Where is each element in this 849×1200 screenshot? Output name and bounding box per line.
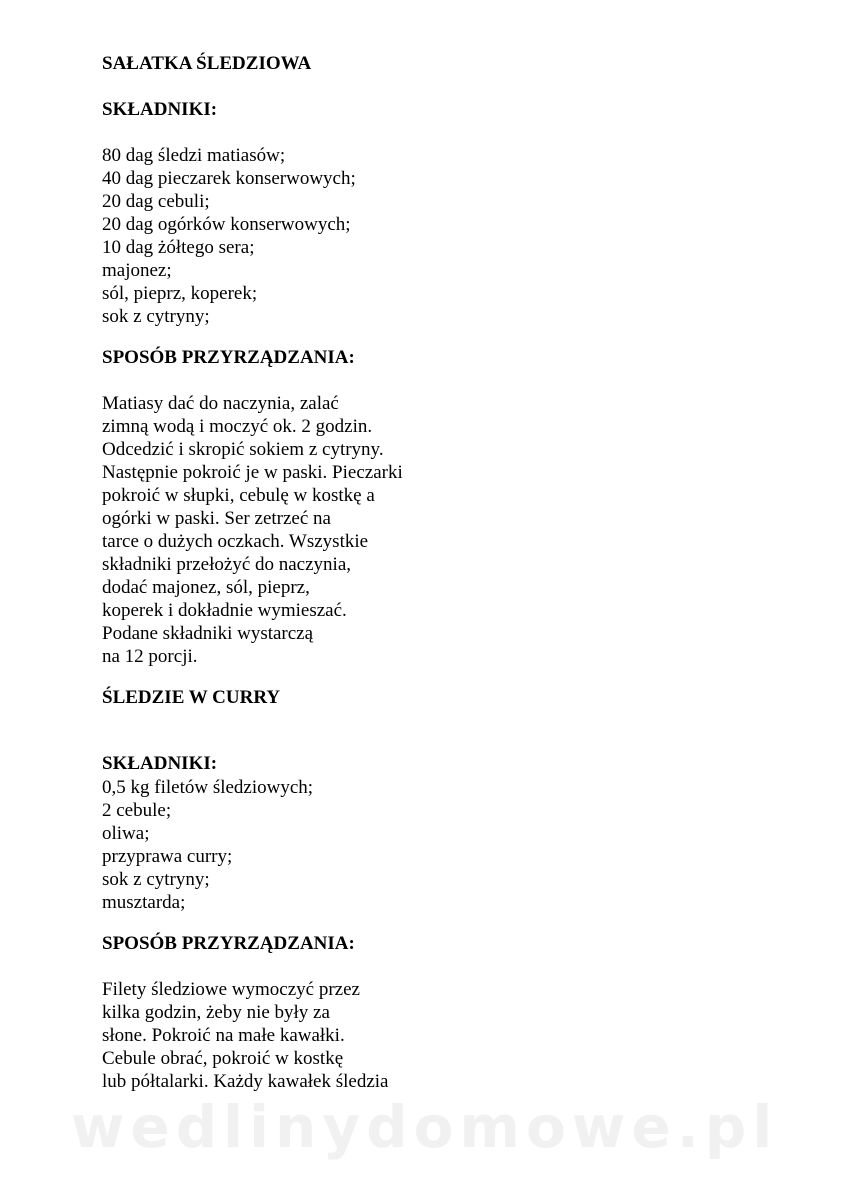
- ingredients-list: [102, 144, 802, 328]
- ingredients-heading: SKŁADNIKI:: [102, 99, 218, 120]
- method-line: ogórki w paski. Ser zetrzeć na: [102, 508, 331, 529]
- ingredient-line: 0,5 kg filetów śledziowych;: [102, 777, 314, 798]
- method-line: Matiasy dać do naczynia, zalać: [102, 393, 339, 414]
- method-line: Następnie pokroić je w paski. Pieczarki: [102, 462, 403, 483]
- ingredients-list: [102, 776, 802, 914]
- ingredient-line: sok z cytryny;: [102, 869, 210, 890]
- method-text: [102, 392, 802, 668]
- method-line: tarce o dużych oczkach. Wszystkie: [102, 531, 369, 552]
- method-heading: SPOSÓB PRZYRZĄDZANIA:: [102, 933, 355, 954]
- method-line: Odcedzić i skropić sokiem z cytryny.: [102, 439, 384, 460]
- method-line: Filety śledziowe wymoczyć przez: [102, 979, 360, 1000]
- method-line: Cebule obrać, pokroić w kostkę: [102, 1048, 344, 1069]
- recipe-title: SAŁATKA ŚLEDZIOWA: [102, 53, 312, 74]
- ingredient-line: 40 dag pieczarek konserwowych;: [102, 168, 356, 189]
- ingredient-line: 20 dag ogórków konserwowych;: [102, 214, 351, 235]
- ingredient-line: 80 dag śledzi matiasów;: [102, 145, 286, 166]
- ingredient-line: 20 dag cebuli;: [102, 191, 210, 212]
- document-page: [102, 52, 802, 1093]
- ingredient-line: musztarda;: [102, 892, 186, 913]
- method-line: koperek i dokładnie wymieszać.: [102, 600, 347, 621]
- ingredients-heading: SKŁADNIKI:: [102, 753, 218, 774]
- method-line: pokroić w słupki, cebulę w kostkę a: [102, 485, 375, 506]
- method-text: [102, 978, 802, 1093]
- method-line: na 12 porcji.: [102, 646, 198, 667]
- ingredient-line: sok z cytryny;: [102, 306, 210, 327]
- method-line: Podane składniki wystarczą: [102, 623, 314, 644]
- method-line: zimną wodą i moczyć ok. 2 godzin.: [102, 416, 373, 437]
- ingredient-line: oliwa;: [102, 823, 150, 844]
- recipe-title: ŚLEDZIE W CURRY: [102, 687, 281, 708]
- ingredient-line: 10 dag żółtego sera;: [102, 237, 255, 258]
- ingredient-line: sól, pieprz, koperek;: [102, 283, 258, 304]
- ingredient-line: majonez;: [102, 260, 172, 281]
- method-line: słone. Pokroić na małe kawałki.: [102, 1025, 345, 1046]
- ingredient-line: 2 cebule;: [102, 800, 172, 821]
- method-line: dodać majonez, sól, pieprz,: [102, 577, 310, 598]
- method-line: lub półtalarki. Każdy kawałek śledzia: [102, 1071, 389, 1092]
- watermark: wedlinydomowe.pl: [70, 1093, 779, 1161]
- method-heading: SPOSÓB PRZYRZĄDZANIA:: [102, 347, 355, 368]
- ingredient-line: przyprawa curry;: [102, 846, 233, 867]
- method-line: składniki przełożyć do naczynia,: [102, 554, 352, 575]
- method-line: kilka godzin, żeby nie były za: [102, 1002, 330, 1023]
